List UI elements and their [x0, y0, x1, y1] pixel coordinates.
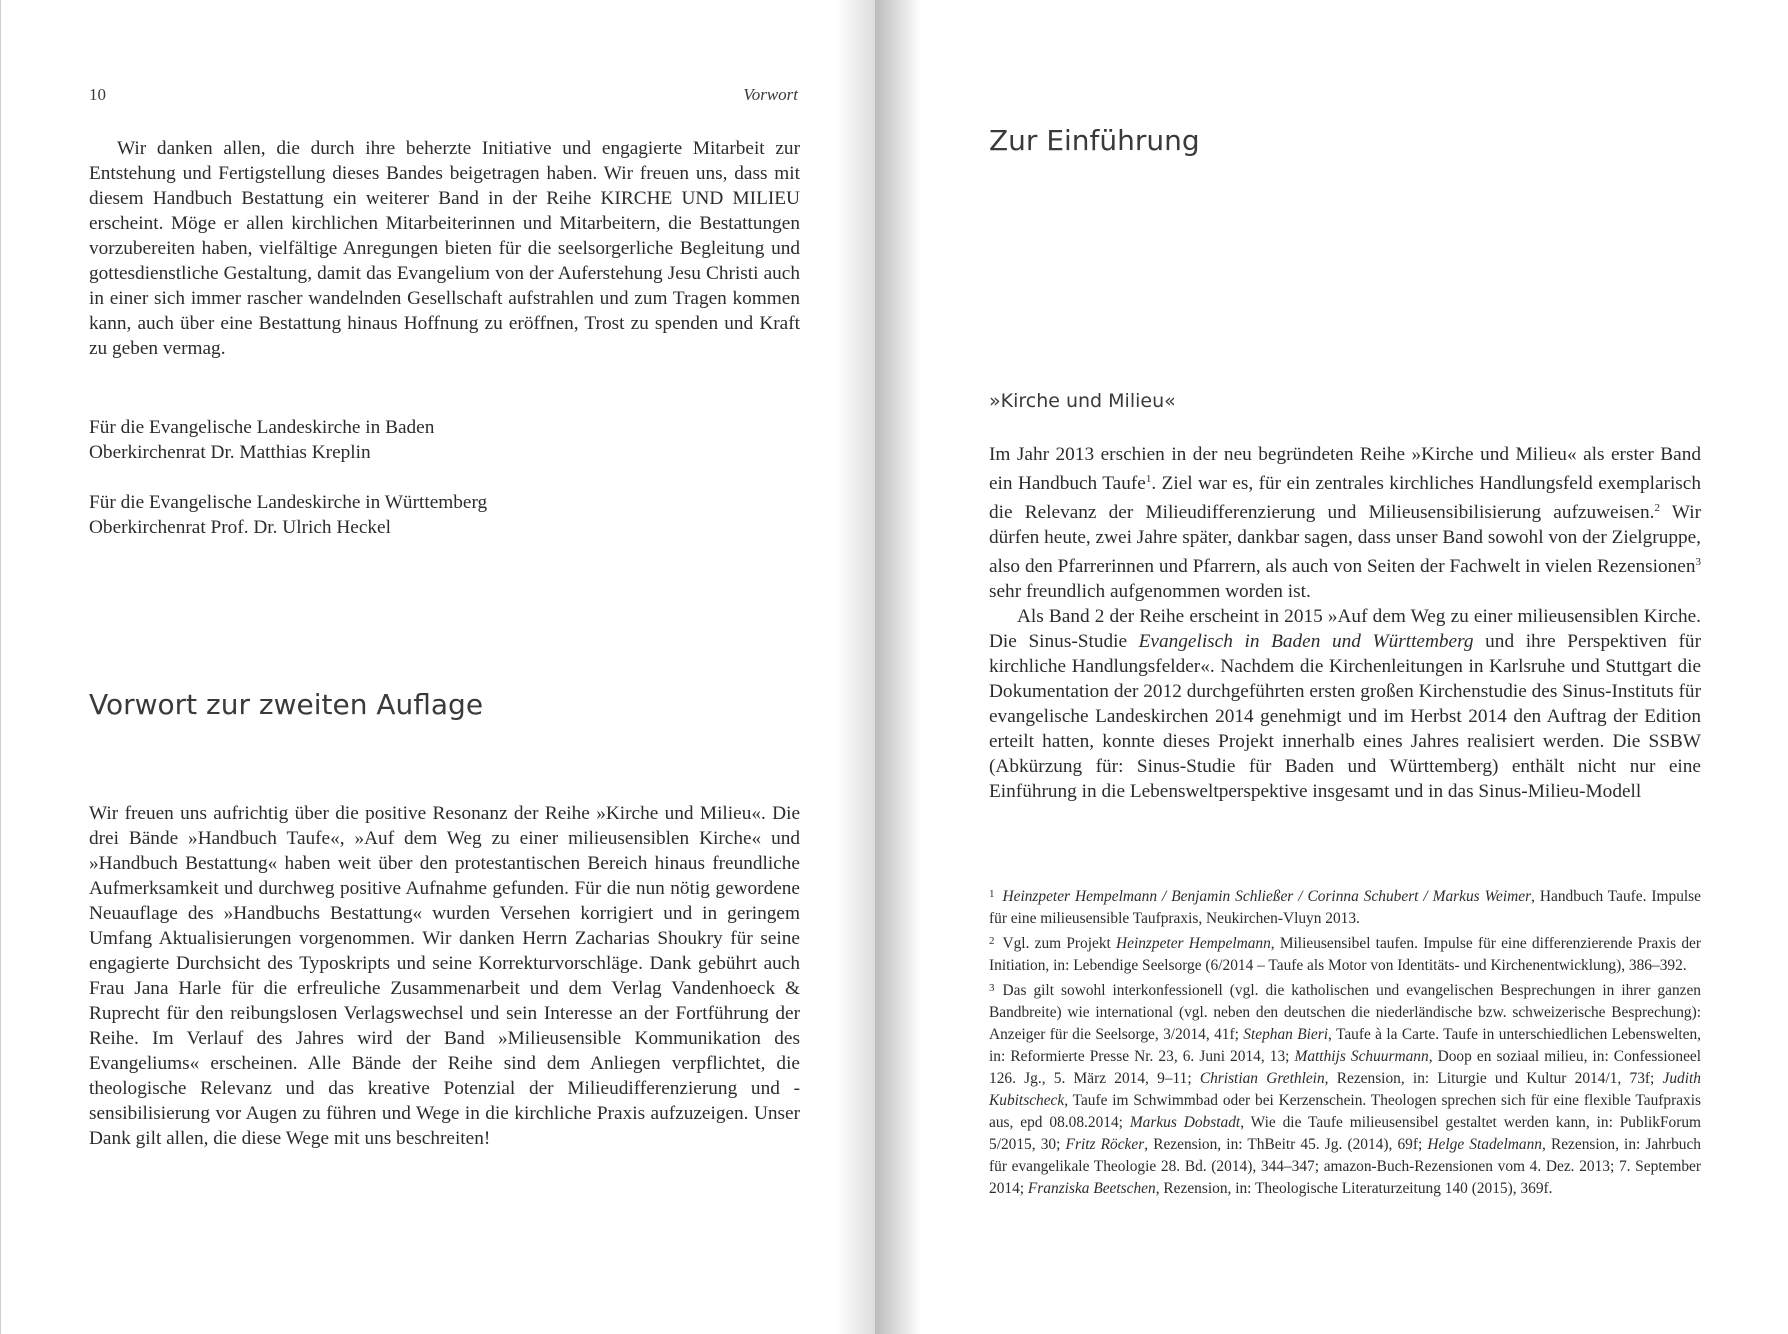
footnote-1: $^1$ Heinzpeter Hempelmann / Benjamin Schließer / Corinna Schubert / Markus Weimer, Handbuch Taufe. Impulse für eine milieusensible Taufpraxis, Neukirchen-Vluyn 2013.: [989, 888, 1702, 927]
page-number: 10: [89, 85, 106, 104]
signature-line: Für die Evangelische Landeskirche in Württemberg: [89, 492, 488, 513]
signature-line: Oberkirchenrat Dr. Matthias Kreplin: [89, 442, 371, 463]
second-paragraph: Wir freuen uns aufrichtig über die positive Resonanz der Reihe »Kirche und Milieu«. Die drei Bände »Handbuch Taufe«, »Auf dem Weg zu einer milieusensiblen Kirche« und »Handbuch Bestattung« haben weit über den protestantischen Bereich hinaus freundliche Aufmerksamkeit und durchweg positive Aufnahme gefunden. Für die nun nötig gewordene Neuauflage des »Handbuchs Bestattung« wurden Versehen korrigiert und in geringem Umfang Aktualisierungen vorgenommen. Wir danken Herrn Zacharias Shoukry für seine engagierte Durchsicht des Typoskripts und seine Korrekturvorschläge. Dank gebührt auch Frau Jana Harle für die erfreuliche Zusammenarbeit und dem Verlag Vandenhoeck & Ruprecht für den reibungslosen Verlagswechsel und sein Interesse an der Fortführung der Reihe. Im Verlauf des Jahres wird der Band »Milieusensible Kommunikation des Evangeliums« erscheinen. Alle Bände der Reihe sind dem Anliegen verpflichtet, die theologische Relevanz und das kreative Potenzial der Milieudifferenzierung und -sensibilisierung vor Augen zu führen und Wege in die kirchliche Praxis aufzuzeigen. Unser Dank gilt allen, die diese Wege mit uns beschreiten!: [89, 803, 800, 1149]
second-paragraph-block: [89, 801, 800, 1151]
signature-wuerttemberg: [89, 490, 487, 540]
gutter-shadow: [875, 0, 921, 1334]
footnotes: [989, 883, 1701, 1200]
body-paragraph-2: Als Band 2 der Reihe erscheint in 2015 »Auf dem Weg zu einer milieusensiblen Kirche. Die Sinus-Studie Evangelisch in Baden und Württemberg und ihre Perspektiven für kirchliche Handlungsfelder«. Nachdem die Kirchenleitungen in Karlsruhe und Stuttgart die Dokumentation der 2012 durchgeführten ersten großen Kirchenstudie des Sinus-Instituts für evangelische Landeskirchen 2014 genehmigt und im Herbst 2014 den Auftrag der Edition erteilt hatten, konnte dieses Projekt innerhalb eines Jahres realisiert werden. Die SSBW (Abkürzung für: Sinus-Studie für Baden und Württemberg) enthält nicht nur eine Einführung in die Lebensweltperspektive insgesamt und in das Sinus-Milieu-Modell: [989, 606, 1701, 802]
gutter-shadow: [836, 0, 876, 1334]
left-page: [0, 0, 876, 1334]
signature-line: Für die Evangelische Landeskirche in Baden: [89, 417, 435, 438]
body-paragraph-1: Im Jahr 2013 erschien in der neu begründeten Reihe »Kirche und Milieu« als erster Band ein Handbuch Taufe$^1$. Ziel war es, für ein zentrales kirchliches Handlungsfeld exemplarisch die Relevanz der Milieudifferenzierung und Milieusensibilisierung aufzuweisen.$^2$ Wir dürfen heute, zwei Jahre später, dankbar sagen, dass unser Band sowohl von der Zielgruppe, also den Pfarrerinnen und Pfarrern, als auch von Seiten der Fachwelt in vielen Rezensionen$^3$ sehr freundlich aufgenommen worden ist.: [989, 444, 1701, 602]
section-title: »Kirche und Milieu«: [989, 390, 1176, 412]
footnote-ref[interactable]: 2: [1654, 502, 1660, 514]
signature-baden: [89, 415, 434, 465]
running-title: Vorwort: [743, 85, 798, 104]
right-body: [989, 442, 1701, 804]
chapter-title: Zur Einführung: [989, 124, 1200, 157]
footnote-ref[interactable]: 3: [1695, 556, 1701, 568]
footnote-ref[interactable]: 1: [1145, 473, 1152, 485]
intro-paragraph: Wir danken allen, die durch ihre beherzte Initiative und engagierte Mitarbeit zur Entstehung und Fertigstellung dieses Bandes beigetragen haben. Wir freuen uns, dass mit diesem Handbuch Bestattung ein weiterer Band in der Reihe KIRCHE UND MILIEU erscheint. Möge er allen kirchlichen Mitarbeiterinnen und Mitarbeitern, die Bestattungen vorzubereiten haben, vielfältige Anregungen bieten für die seelsorgerliche Begleitung und gottesdienstliche Gestaltung, damit das Evangelium von der Auferstehung Jesu Christi auch in einer sich immer rascher wandelnden Gesellschaft aufstrahlen und zum Tragen kommen kann, auch über eine Bestattung hinaus Hoffnung zu eröffnen, Trost zu spenden und Kraft zu geben vermag.: [89, 138, 800, 359]
signature-line: Oberkirchenrat Prof. Dr. Ulrich Heckel: [89, 517, 391, 538]
footnote-3: $^3$ Das gilt sowohl interkonfessionell (vgl. die katholischen und evangelischen Besprechungen in ihrer ganzen Bandbreite) wie international (vgl. neben den deutschen die niederländische bzw. schweizerische Besprechung): Anzeiger für die Seelsorge, 3/2014, 41f; Stephan Bieri, Taufe à la Carte. Taufe in unterschiedlichen Lebenswelten, in: Reformierte Presse Nr. 23, 6. Juni 2014, 13; Matthijs Schuurmann, Doop en soziaal milieu, in: Confessioneel 126. Jg., 5. März 2014, 9–11; Christian Grethlein, Rezension, in: Liturgie und Kultur 2014/1, 73f; Judith Kubitscheck, Taufe im Schwimmbad oder bei Kerzenschein. Theologen sprechen sich für eine flexible Taufpraxis aus, epd 08.08.2014; Markus Dobstadt, Wie die Taufe milieusensibel gestaltet werden kann, in: PublikForum 5/2015, 30; Fritz Röcker, Rezension, in: ThBeitr 45. Jg. (2014), 69f; Helge Stadelmann, Rezension, in: Jahrbuch für evangelikale Theologie 28. Bd. (2014), 344–347; amazon-Buch-Rezensionen vom 4. Dez. 2013; 7. September 2014; Franziska Beetschen, Rezension, in: Theologische Literaturzeitung 140 (2015), 369f.: [989, 982, 1702, 1197]
footnote-2: $^2$ Vgl. zum Projekt Heinzpeter Hempelmann, Milieusensibel taufen. Impulse für eine differenzierende Praxis der Initiation, in: Lebendige Seelsorge (6/2014 – Taufe als Motor von Identitäts- und Kirchenentwicklung), 386–392.: [989, 935, 1701, 974]
section-heading: Vorwort zur zweiten Auflage: [89, 688, 484, 721]
intro-paragraph-block: [89, 136, 800, 361]
